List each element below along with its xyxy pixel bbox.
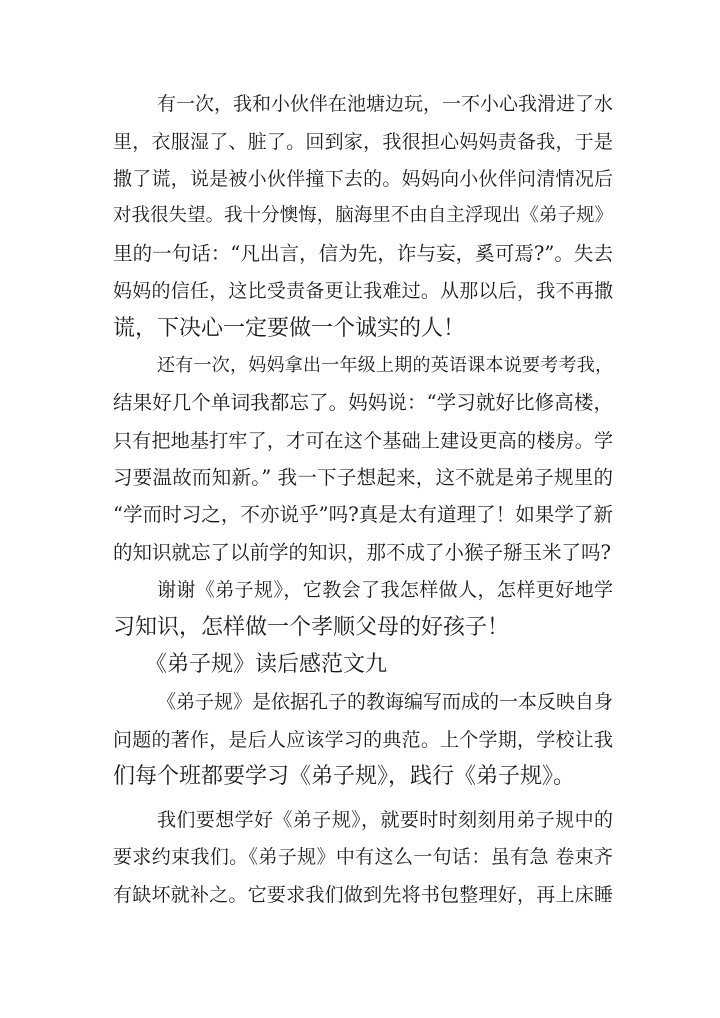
- paragraph-line: 有一次，我和小伙伴在池塘边玩，一不小心我滑进了水: [157, 93, 614, 115]
- paragraph-line: 要求约束我们。《弟子规》中有这么一句话：虽有急 卷束齐: [113, 846, 613, 868]
- paragraph-line: 我们要想学好《弟子规》，就要时时刻刻用弟子规中的: [157, 809, 613, 831]
- paragraph-line: 妈妈的信任，这比受责备更让我难过。从那以后，我不再撒: [113, 280, 613, 302]
- paragraph-line: 有缺坏就补之。它要求我们做到先将书包整理好，再上床睡: [113, 884, 613, 906]
- paragraph-line: 《弟子规》是依据孔子的教诲编写而成的一本反映自身: [157, 691, 614, 713]
- paragraph-line: 撒了谎，说是被小伙伴撞下去的。妈妈向小伙伴问清情况后: [113, 168, 613, 190]
- paragraph-line: 只有把地基打牢了，才可在这个基础上建设更高的楼房。学: [113, 430, 613, 452]
- paragraph-line: “学而时习之，不亦说乎”吗?真是太有道理了！如果学了新: [113, 503, 613, 526]
- section-heading: 《弟子规》读后感范文九: [145, 652, 388, 677]
- paragraph-line: 谢谢《弟子规》，它教会了我怎样做人，怎样更好地学: [157, 579, 613, 601]
- paragraph-line: 们每个班都要学习《弟子规》，践行《弟子规》。: [113, 764, 576, 789]
- paragraph-line: 习要温故而知新。” 我一下子想起来，这不就是弟子规里的: [113, 466, 613, 489]
- paragraph-line: 谎，下决心一定要做一个诚实的人！: [113, 316, 466, 341]
- paragraph-line: 问题的著作，是后人应该学习的典范。上个学期，学校让我: [113, 729, 613, 751]
- paragraph-line: 结果好几个单词我都忘了。妈妈说：“学习就好比修高楼，: [113, 391, 613, 414]
- paragraph-line: 里的一句话：“凡出言，信为先，诈与妄，奚可焉?”。失去: [113, 242, 613, 265]
- paragraph-line: 对我很失望。我十分懊悔，脑海里不由自主浮现出《弟子规》: [113, 205, 613, 226]
- paragraph-line: 还有一次，妈妈拿出一年级上期的英语课本说要考考我，: [157, 355, 613, 376]
- paragraph-line: 习知识，怎样做一个孝顺父母的好孩子！: [113, 615, 510, 640]
- paragraph-line: 的知识就忘了以前学的知识，那不成了小猴子掰玉米了吗?: [113, 541, 611, 564]
- paragraph-line: 里，衣服湿了、脏了。回到家，我很担心妈妈责备我，于是: [113, 131, 613, 153]
